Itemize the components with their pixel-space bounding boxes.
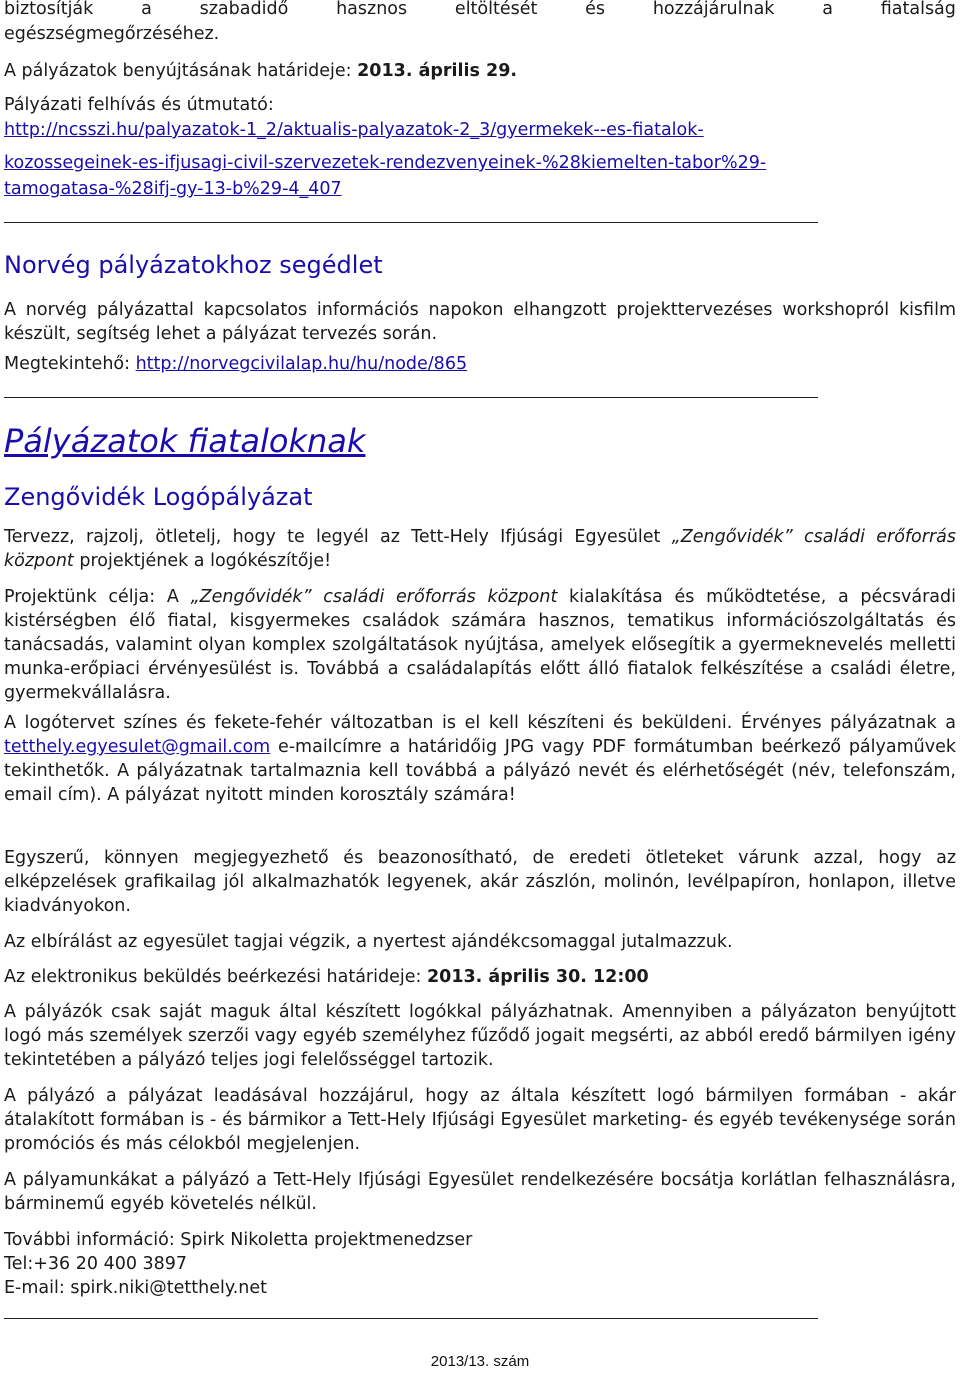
text: projektjének a logókészítője! — [73, 551, 332, 571]
paragraph-intro — [4, 525, 956, 573]
text: e-mailcímre a határidőig JPG vagy PDF formátumban beérkező pályaművek tekinthetők. A pályázatnak tartalmaznia kell továbbá a pályázó nevét és elérhetőségét (név, telefonszám, email cím). A pályázat nyitott minden korosztály számára! — [4, 737, 956, 805]
footer-issue: 2013/13. szám — [430, 1353, 530, 1370]
paragraph-rights: A pályázók csak saját maguk által készített logókkal pályázhatnak. Amennyiben a pályázaton benyújtott logó más személyek szerzői vagy egyéb személyhez fűződő jogait megsérti, az abból eredő bármilyen igény tekintetében a pályázó teljes jogi felelősséggel tartozik. — [4, 1002, 956, 1070]
text: Tervezz, rajzolj, ötletelj, hogy te legyél az Tett-Hely Ifjúsági Egyesület — [4, 527, 672, 547]
paragraph-license: A pályamunkákat a pályázó a Tett-Hely Ifjúsági Egyesület rendelkezésére bocsátja korlátlan felhasználásra, bárminemű egyéb követelés nélkül. — [4, 1170, 956, 1214]
norveg-view-line — [4, 352, 467, 376]
text: kialakítása és működtetése, a pécsváradi kistérségben élő fiatal, kisgyermekes családok számára hasznos, tematikus információszolgáltatás és tanácsadás, valamint olyan komplex szolgáltatások nyújtása, amelyek elősegítik a gyermeknevelés melletti munka-erőpiaci érvényesülést is. Továbbá a családalapítás előtt álló fiatalok felkészítése a családi életre, gyermekvállalásra. — [4, 587, 956, 703]
call-url-line-3[interactable]: tamogatasa-%28ifj-gy-13-b%29-4_407 — [4, 179, 342, 199]
deadline-label: Az elektronikus beküldés beérkezési határideje: — [4, 967, 427, 987]
intro-word: eltöltését — [454, 0, 538, 19]
project-name: „Zengővidék” családi erőforrás központ — [4, 527, 956, 571]
contact-tel: Tel:+36 20 400 3897 — [4, 1254, 188, 1274]
intro-word: hasznos — [336, 0, 408, 19]
divider — [4, 1318, 818, 1319]
project-name: „Zengővidék” családi erőforrás központ — [190, 587, 558, 607]
deadline-label: A pályázatok benyújtásának határideje: — [4, 61, 358, 81]
paragraph-consent: A pályázó a pályázat leadásával hozzájárul, hogy az általa készített logó bármilyen formában - akár átalakított formában is - és bármikor a Tett-Hely Ifjúsági Egyesület marketing- és egyéb tevékenysége során promóciós és más célokból megjelenjen. — [4, 1086, 956, 1154]
intro-line-2: egészségmegőrzéséhez. — [4, 24, 220, 44]
paragraph-ideas: Egyszerű, könnyen megjegyezhető és beazonosítható, de eredeti ötleteket várunk azzal, hogy az elképzelések grafikailag jól alkalmazhatók legyenek, akár zászlón, molinón, levélpapíron, honlapon, illetve kiadványokon. — [4, 848, 956, 916]
call-url-line-1[interactable]: http://ncsszi.hu/palyazatok-1_2/aktualis-palyazatok-2_3/gyermekek--es-fiatalok- — [4, 120, 704, 140]
divider — [4, 222, 818, 223]
call-label: Pályázati felhívás és útmutató: — [4, 95, 274, 115]
intro-word: szabadidő — [199, 0, 289, 19]
paragraph-judging: Az elbírálást az egyesület tagjai végzik, a nyertest ajándékcsomaggal jutalmazzuk. — [4, 932, 733, 952]
deadline-value: 2013. április 30. 12:00 — [426, 967, 649, 987]
paragraph-deadline — [4, 965, 649, 989]
contact-email: E-mail: spirk.niki@tetthely.net — [4, 1278, 267, 1298]
text: Projektünk célja: A — [4, 587, 191, 607]
call-url-line-2[interactable]: kozossegeinek-es-ifjusagi-civil-szervezetek-rendezvenyeinek-%28kiemelten-tabor%29- — [4, 153, 767, 173]
divider — [4, 397, 818, 398]
paragraph-requirements — [4, 711, 956, 807]
text: A logótervet színes és fekete-fehér változatban is el kell készíteni és beküldeni. Érvényes pályázatnak a — [4, 713, 956, 733]
section-subheading: Zengővidék Logópályázat — [4, 483, 313, 511]
intro-line-1 — [4, 0, 956, 21]
norveg-view-link[interactable]: http://norvegcivilalap.hu/hu/node/865 — [135, 354, 468, 374]
norveg-body: A norvég pályázattal kapcsolatos információs napokon elhangzott projekttervezéses workshopról kisfilm készült, segítség lehet a pályázat tervezés során. — [4, 300, 956, 344]
intro-word: biztosítják — [4, 0, 94, 19]
intro-word: a — [822, 0, 833, 19]
intro-word: a — [141, 0, 152, 19]
deadline-line — [4, 59, 517, 83]
norveg-view-label: Megtekintehő: — [4, 354, 136, 374]
intro-word: fiatalság — [880, 0, 956, 19]
email-link[interactable]: tetthely.egyesulet@gmail.com — [4, 737, 271, 757]
intro-word: és — [585, 0, 606, 19]
intro-word: hozzájárulnak — [652, 0, 775, 19]
paragraph-goal — [4, 585, 956, 705]
section-heading[interactable]: Pályázatok fiataloknak — [4, 422, 366, 460]
norveg-heading: Norvég pályázatokhoz segédlet — [4, 251, 383, 279]
contact-info: További információ: Spirk Nikoletta projektmenedzser — [4, 1230, 473, 1250]
deadline-value: 2013. április 29. — [357, 61, 518, 81]
